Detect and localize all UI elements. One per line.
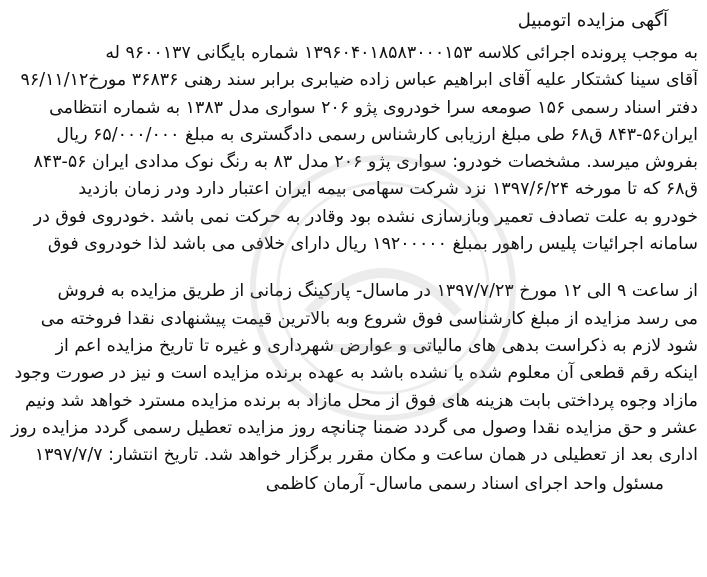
text-line: عشر و حق مزایده نقدا وصول می گردد ضمنا چنانچه روز مزایده تعطیل رسمی گردد مزایده روز	[11, 417, 698, 438]
notice-title: آگهی مزایده اتومبیل	[517, 10, 668, 31]
auction-notice	[8, 8, 698, 568]
text-line: شود لازم به ذکراست بدهی های مالیاتی و عوارض شهرداری و غیره تا تاریخ مزایده اعم از	[55, 335, 698, 356]
notice-paragraph-2	[8, 278, 698, 498]
text-line: آقای سینا کشتکار علیه آقای ابراهیم عباس زاده ضیابری برابر سند رهنی ۳۶۸۳۶ مورخ۹۶/۱۱/۱۲	[20, 70, 698, 91]
paragraph-gap	[8, 258, 698, 278]
text-line: بفروش میرسد. مشخصات خودرو: سواری پژو ۲۰۶ مدل ۸۳ به رنگ نوک مدادی ایران ۵۶-۸۴۳	[33, 152, 698, 173]
text-line: اداری بعد از تعطیلی در همان ساعت و مکان مقرر برگزار خواهد شد. تاریخ انتشار: ۱۳۹۷/۷/۷	[34, 445, 698, 466]
text-line: خودرو به علت تصادف تعمیر وبازسازی نشده بود وقادر به حرکت نمی باشد .خودروی فوق در	[33, 206, 698, 227]
notice-paragraph-1	[8, 40, 698, 258]
text-line: مازاد وجوه پرداختی بابت هزینه های فوق از محل مازاد به برنده مزایده مسترد خواهد شد ونیم	[25, 390, 698, 411]
text-line: سامانه اجرائیات پلیس راهور بمبلغ ۱۹۲۰۰۰۰۰ ریال دارای خلافی می باشد لذا خودروی فوق	[47, 234, 698, 255]
text-line: ایران۵۶-۸۴۳ ق۶۸ طی مبلغ ارزیابی کارشناس رسمی دادگستری به مبلغ ۶۵/۰۰۰/۰۰۰ ریال	[56, 124, 698, 145]
text-line: می رسد مزایده از مبلغ کارشناسی فوق شروع وبه بالاترین قیمت پیشنهادی نقدا فروخته می	[40, 308, 698, 329]
text-line: به موجب پرونده اجرائی کلاسه ۱۳۹۶۰۴۰۱۸۵۸۳۰۰۰۱۵۳ شماره بایگانی ۹۶۰۰۱۳۷ له	[105, 43, 698, 63]
text-line: اینکه رقم قطعی آن معلوم شده یا نشده باشد به عهده برنده مزایده است و نیز در صورت وجود	[14, 363, 698, 384]
text-line: از ساعت ۹ الی ۱۲ مورخ ۱۳۹۷/۷/۲۳ در ماسال- پارکینگ زمانی از طریق مزایده به فروش	[57, 281, 698, 302]
text-line: ق۶۸ که تا مورخه ۱۳۹۷/۶/۲۴ نزد شرکت سهامی بیمه ایران اعتبار دارد ودر زمان بازدید	[78, 179, 698, 200]
text-line: دفتر اسناد رسمی ۱۵۶ صومعه سرا خودروی پژو ۲۰۶ سواری مدل ۱۳۸۳ به شماره انتظامی	[49, 97, 698, 118]
signature: مسئول واحد اجرای اسناد رسمی ماسال- آرمان کاظمی	[265, 474, 664, 495]
